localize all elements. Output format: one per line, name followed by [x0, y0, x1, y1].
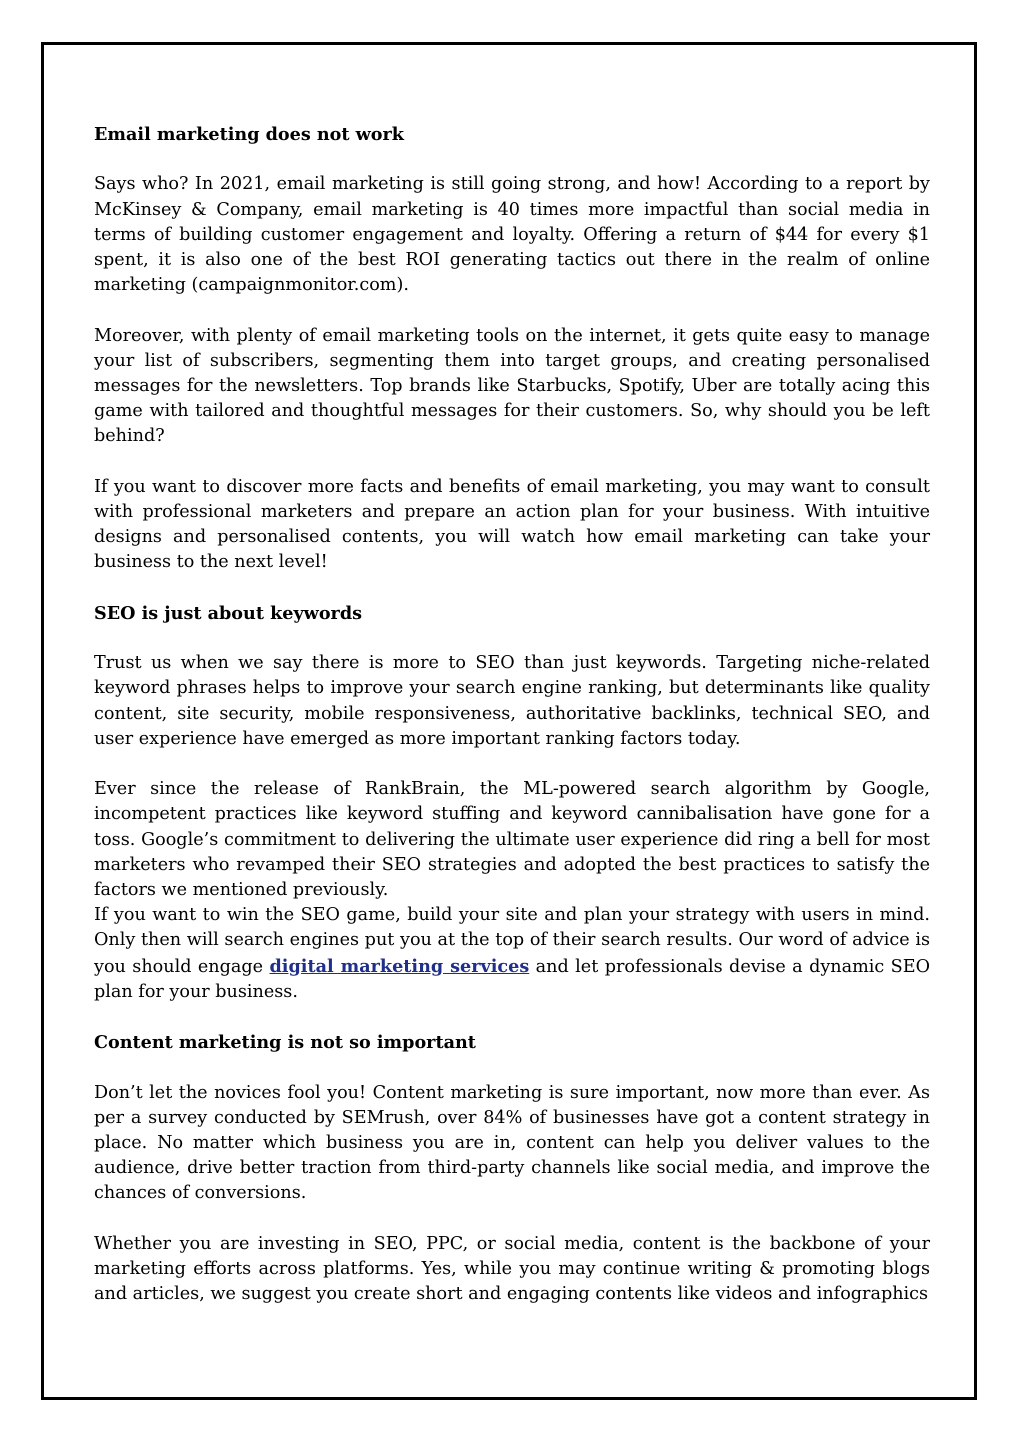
paragraph: Ever since the release of RankBrain, the ML-powered search algorithm by Google, incompetent practices like keyword stuffing and keyword cannibalisation have gone for a toss. Google’s commitment to delivering the ultimate user experience did ring a bell for most marketers who revamped their SEO strategies and adopted the best practices to satisfy the factors we mentioned previously. — [94, 779, 930, 900]
paragraph: Don’t let the novices fool you! Content marketing is sure important, now more than ever. As per a survey conducted by SEMrush, over 84% of businesses have got a content strategy in place. No matter which business you are in, content can help you deliver values to the audience, drive better traction from third-party channels like social media, and improve the chances of conversions. — [94, 1082, 930, 1204]
paragraph: Moreover, with plenty of email marketing tools on the internet, it gets quite easy to manage your list of subscribers, segmenting them into target groups, and creating personalised messages for the newsletters. Top brands like Starbucks, Spotify, Uber are totally acing this game with tailored and thoughtful messages for their customers. So, why should you be left behind? — [94, 325, 930, 447]
paragraph: Says who? In 2021, email marketing is still going strong, and how! According to a report by McKinsey & Company, email marketing is 40 times more impactful than social media in terms of building customer engagement and loyalty. Offering a return of $44 for every $1 spent, it is also one of the best ROI generating tactics out there in the realm of online marketing (campaignmonitor.com). — [94, 174, 930, 296]
paragraph-text-after-link: and let professionals devise a dynamic SEO plan for your business. — [94, 956, 930, 1002]
digital-marketing-services-link[interactable]: digital marketing services — [269, 955, 530, 977]
paragraph-text-before-link: If you want to win the SEO game, build your site and plan your strategy with users in mind. Only then will search engines put you at the top of their search results. Our word of advice is you should engage — [94, 905, 930, 977]
paragraph: Whether you are investing in SEO, PPC, or social media, content is the backbone of your marketing efforts across platforms. Yes, while you may continue writing & promoting blogs and articles, we suggest you create short and engaging contents like videos and infographics — [94, 1233, 930, 1305]
section-heading-email: Email marketing does not work — [94, 124, 404, 145]
section-heading-seo: SEO is just about keywords — [94, 602, 363, 624]
section-heading-content: Content marketing is not so important — [94, 1032, 476, 1054]
paragraph: Trust us when we say there is more to SEO than just keywords. Targeting niche-related keyword phrases helps to improve your search engine ranking, but determinants like quality content, site security, mobile responsiveness, authoritative backlinks, technical SEO, and user experience have emerged as more important ranking factors today. — [94, 653, 930, 749]
document-body — [94, 122, 930, 1333]
paragraph-with-link — [94, 903, 930, 1005]
paragraph: If you want to discover more facts and benefits of email marketing, you may want to consult with professional marketers and prepare an action plan for your business. With intuitive designs and personalised contents, you will watch how email marketing can take your business to the next level! — [94, 476, 930, 573]
